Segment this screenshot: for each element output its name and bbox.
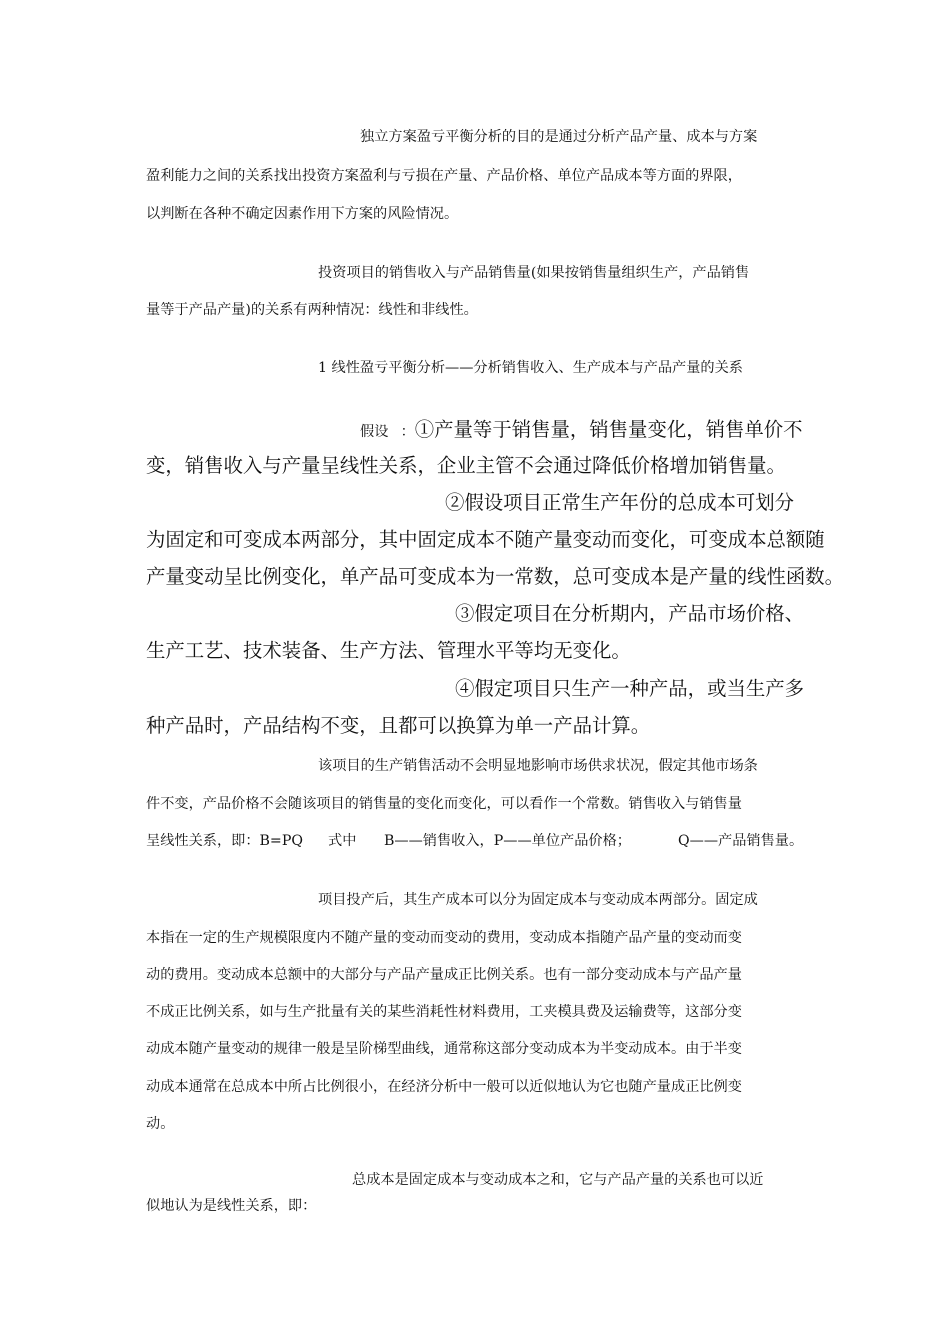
p1-line-1: 独立方案盈亏平衡分析的目的是通过分析产品产量、成本与方案 [360,129,758,145]
p4-line-4: 不成正比例关系，如与生产批量有关的某些消耗性材料费用，工夹模具费及运输费等，这部分变 [146,1004,742,1020]
p3-line-2: 件不变，产品价格不会随该项目的销售量的变化而变化，可以看作一个常数。销售收入与销售量 [146,796,742,812]
p1-line-3: 以判断在各种不确定因素作用下方案的风险情况。 [146,206,459,222]
p1-line-2: 盈利能力之间的关系找出投资方案盈利与亏损在产量、产品价格、单位产品成本等方面的界限， [146,168,742,184]
assume-4-line-2: 种产品时，产品结构不变，且都可以换算为单一产品计算。 [146,714,651,737]
assume-1-line-1: ①产量等于销售量，销售量变化，销售单价不 [414,418,803,441]
assume-4-line-1: ④假定项目只生产一种产品，或当生产多 [455,677,805,700]
assume-line-1 [360,414,803,442]
assume-2-line-3: 产量变动呈比例变化，单产品可变成本为一常数，总可变成本是产量的线性函数。 [146,565,845,588]
assume-3-line-2: 生产工艺、技术装备、生产方法、管理水平等均无变化。 [146,639,631,662]
assume-3-line-1: ③假定项目在分析期内，产品市场价格、 [455,602,805,625]
p3-line-3-part-c: B——销售收入，P——单位产品价格； [384,833,631,849]
p4-line-2: 本指在一定的生产规模限度内不随产量的变动而变动的费用，变动成本指随产品产量的变动而变 [146,930,742,946]
p3-line-3-part-b: 式中 [328,833,357,849]
p2-line-2: 量等于产品产量)的关系有两种情况：线性和非线性。 [146,302,478,318]
assume-separator: ： [400,424,415,440]
p4-line-6: 动成本通常在总成本中所占比例很小，在经济分析中一般可以近似地认为它也随产量成正比例变 [146,1079,742,1095]
assume-1-line-2: 变，销售收入与产量呈线性关系，企业主管不会通过降低价格增加销售量。 [146,454,786,477]
assume-label: 假设 [360,424,389,440]
p4-line-5: 动成本随产量变动的规律一般是呈阶梯型曲线，通常称这部分变动成本为半变动成本。由于半变 [146,1041,742,1057]
p2-line-1: 投资项目的销售收入与产品销售量(如果按销售量组织生产，产品销售 [318,265,750,281]
p4-line-7: 动。 [146,1116,175,1132]
p4-line-3: 动的费用。变动成本总额中的大部分与产品产量成正比例关系。也有一部分变动成本与产品产量 [146,967,742,983]
assume-2-line-1: ②假设项目正常生产年份的总成本可划分 [445,491,795,514]
p3-line-3-part-d: Q——产品销售量。 [678,833,804,849]
section-heading: 1 线性盈亏平衡分析——分析销售收入、生产成本与产品产量的关系 [318,360,743,376]
p5-line-2: 似地认为是线性关系，即： [146,1198,317,1214]
p3-line-3-part-a: 呈线性关系，即：B=PQ [146,833,303,849]
p4-line-1: 项目投产后，其生产成本可以分为固定成本与变动成本两部分。固定成 [318,892,758,908]
p3-line-1: 该项目的生产销售活动不会明显地影响市场供求状况，假定其他市场条 [318,758,758,774]
assume-2-line-2: 为固定和可变成本两部分，其中固定成本不随产量变动而变化，可变成本总额随 [146,528,825,551]
p5-line-1: 总成本是固定成本与变动成本之和，它与产品产量的关系也可以近 [352,1172,764,1188]
